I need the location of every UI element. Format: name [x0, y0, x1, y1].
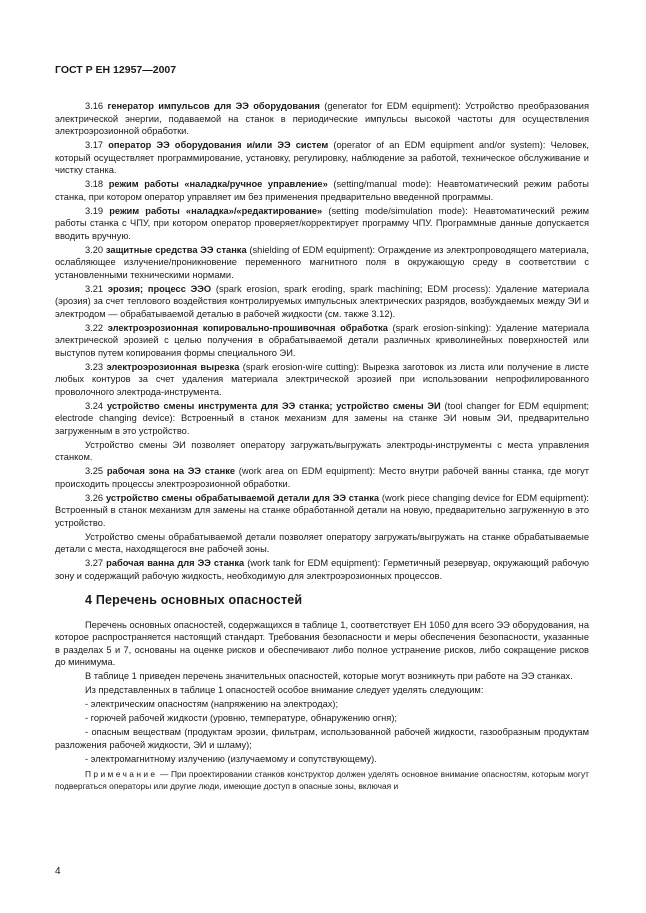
- document-header: ГОСТ Р ЕН 12957—2007: [55, 64, 177, 76]
- section-title: 4 Перечень основных опасностей: [85, 593, 303, 607]
- term-number: 3.27: [85, 558, 104, 568]
- term-name: режим работы «наладка»/«редактирование»: [109, 205, 323, 216]
- term-definition: [55, 178, 589, 203]
- term-definition: [55, 439, 589, 464]
- term-name: защитные средства ЭЭ станка: [105, 244, 247, 255]
- term-number: 3.17: [85, 140, 104, 150]
- term-number: 3.26: [85, 492, 104, 503]
- term-definition: [55, 557, 589, 582]
- term-text: Устройство смены обрабатываемой детали позволяет оператору загружать/выгружать на станке обрабатываемые детали с места, находящегося вне рабочей зоны.: [55, 531, 589, 554]
- term-number: 3.16: [85, 101, 104, 111]
- term-name: рабочая ванна для ЭЭ станка: [106, 558, 245, 568]
- term-definition: [55, 361, 589, 399]
- term-text: (setting/manual mode): Неавтоматический режим работы станка, при котором оператор управляет им без применения предварительно введенной программы.: [55, 179, 589, 202]
- term-definition: [55, 531, 589, 556]
- section-paragraph-2: В таблице 1 приведен перечень значительных опасностей, которые могут возникнуть при работе на ЭЭ станках.: [85, 671, 573, 681]
- term-name: эрозия; процесс ЭЭО: [107, 283, 212, 294]
- note-text: — При проектировании станков конструктор должен уделять основное внимание опасностям, которым могут подвергаться операторы или другие люди, имеющие доступ в опасные зоны, включая и: [55, 769, 589, 791]
- term-definition: [55, 322, 589, 360]
- note: [55, 769, 589, 792]
- hazard-list-item: - электрическим опасностям (напряжению на электродах);: [85, 699, 339, 709]
- term-definition: [55, 465, 589, 490]
- term-text: (work piece changing device for EDM equipment): Встроенный в станок механизм для замены на станке обработанной детали на новую, предварительно загруженную в это устройство.: [55, 492, 589, 528]
- term-text: (spark erosion-sinking): Удаление материала электрической эрозией с целью получения в обрабатываемой детали различных криволинейных поверхностей или выступов путем копирования формы специального ЭИ.: [55, 322, 589, 358]
- hazard-list: [55, 698, 589, 765]
- term-number: 3.20: [85, 244, 104, 255]
- term-text: (work tank for EDM equipment): Герметичный резервуар, окружающий рабочую зону и содержащий рабочую жидкость, необходимую для электроэрозионных процессов.: [55, 558, 589, 581]
- term-number: 3.24: [85, 400, 104, 411]
- term-name: режим работы «наладка/ручное управление»: [108, 179, 328, 189]
- section-paragraph-1: Перечень основных опасностей, содержащихся в таблице 1, соответствует ЕН 1050 для всего ЭЭ оборудования, на которое распространяется настоящий стандарт. Требования безопасности и меры обеспечения безопасности, указанные в разделах 5 и 7, основаны на оценке рисков и обеспечивают либо полное устранение рисков, либо сокращение рисков до минимума.: [55, 619, 589, 667]
- hazard-list-item: - горючей рабочей жидкости (уровню, температуре, обнаружению огня);: [85, 713, 398, 723]
- term-text: (operator of an EDM equipment and/or system): Человек, который осуществляет программирование, установку, регулировку, наблюдение за работой, техническое обслуживание и чистку станка.: [55, 140, 589, 175]
- section-paragraph-3: Из представленных в таблице 1 опасностей особое внимание следует уделять следующим:: [85, 685, 484, 695]
- term-definition: [55, 492, 589, 530]
- term-name: устройство смены обрабатываемой детали для ЭЭ станка: [105, 492, 380, 503]
- hazard-list-item: - опасным веществам (продуктам эрозии, фильтрам, использованной рабочей жидкости, газообразным продуктам разложения рабочей жидкости, ЭИ и шламу);: [55, 727, 589, 750]
- term-text: (spark erosion-wire cutting): Вырезка заготовок из листа или получение в листе любых контуров за счет удаления материала электрической эрозией при использовании непрофилированного проволочного электрода-инструмента.: [55, 361, 589, 397]
- term-definition: [55, 139, 589, 177]
- term-definition: [55, 205, 589, 243]
- term-name: электроэрозионная вырезка: [106, 361, 240, 372]
- term-definition: [55, 100, 589, 138]
- term-number: 3.23: [85, 361, 104, 372]
- term-definition: [55, 400, 589, 438]
- term-text: (tool changer for EDM equipment; electrode changing device): Встроенный в станок механизм для замены на станке ЭИ новым ЭИ, предварительно загруженным в это устройство.: [55, 400, 589, 436]
- term-name: оператор ЭЭ оборудования и/или ЭЭ систем: [108, 140, 329, 150]
- term-number: 3.19: [85, 205, 104, 216]
- terms-list: [55, 100, 589, 582]
- page-content: [55, 100, 589, 792]
- term-name: устройство смены инструмента для ЭЭ станка; устройство смены ЭИ: [106, 400, 441, 411]
- term-text: Устройство смены ЭИ позволяет оператору загружать/выгружать электроды-инструменты с места управления станком.: [55, 439, 589, 462]
- term-number: 3.18: [85, 179, 104, 189]
- term-name: электроэрозионная копировально-прошивочная обработка: [107, 322, 388, 333]
- hazard-list-item: - электромагнитному излучению (излучаемому и сопутствующему).: [85, 753, 377, 764]
- term-text: (setting mode/simulation mode): Неавтоматический режим работы станка с ЧПУ, при котором оператор проверяет/корректирует программу ЧПУ. Программные данные допускается вводить вручную.: [55, 205, 589, 241]
- page-number: 4: [55, 866, 61, 877]
- term-text: (generator for EDM equipment): Устройство преобразования электрической энергии, подаваемой на станок в периодические импульсы высокой частоты для осуществления электроэрозионной обработки.: [55, 101, 589, 136]
- term-name: генератор импульсов для ЭЭ оборудования: [107, 101, 320, 111]
- term-text: (shielding of EDM equipment): Ограждение из электропроводящего материала, ослабляющее излучение/проникновение переменного магнитного поля в окружающую среду в соответствии с установленными техническими нормами.: [55, 244, 589, 280]
- term-text: (work area on EDM equipment): Место внутри рабочей ванны станка, где могут происходить процессы электроэрозионной обработки.: [55, 466, 589, 489]
- term-definition: [55, 283, 589, 321]
- term-definition: [55, 244, 589, 282]
- term-number: 3.21: [85, 283, 104, 294]
- term-number: 3.22: [85, 322, 104, 333]
- term-number: 3.25: [85, 466, 104, 476]
- term-text: (spark erosion, spark eroding, spark machining; EDM process): Удаление материала (эрозия) за счет теплового воздействия контролируемых импульсных электрических разрядов, возбуждаемых между ЭИ и электродом — обрабатываемой деталью в рабочей жидкости (см. также 3.12).: [55, 283, 589, 319]
- note-label: Примечание: [85, 769, 158, 779]
- term-name: рабочая зона на ЭЭ станке: [106, 466, 236, 476]
